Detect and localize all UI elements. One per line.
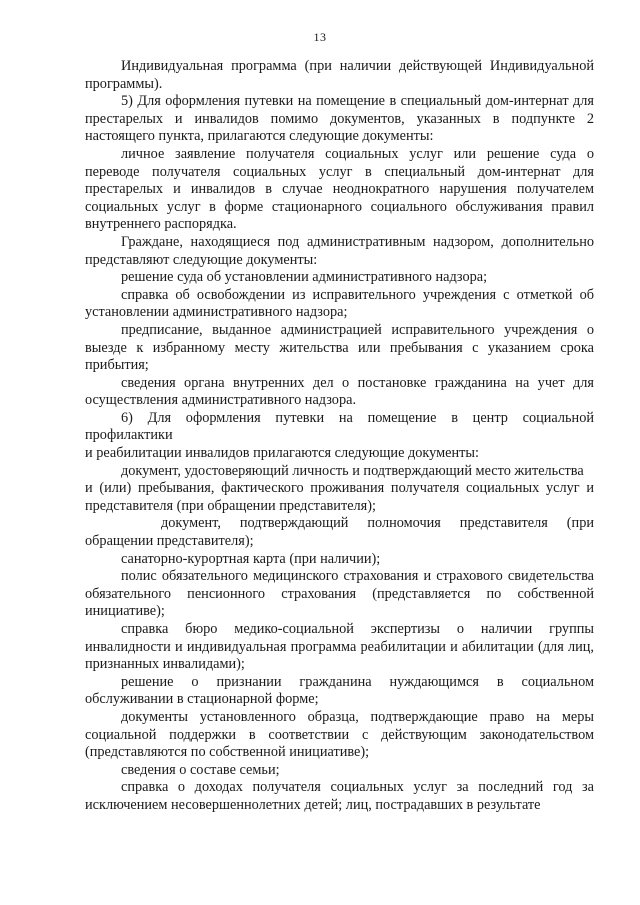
paragraph: решение о признании гражданина нуждающимся в социальном обслуживании в стационарной форме; [85, 673, 594, 708]
paragraph: Индивидуальная программа (при наличии действующей Индивидуальной программы). [85, 58, 594, 92]
page-number: 13 [313, 30, 327, 44]
paragraph: и реабилитации инвалидов прилагаются следующие документы: [85, 445, 479, 462]
paragraph: 5) Для оформления путевки на помещение в специальный дом-интернат для престарелых и инвалидов помимо документов, указанных в подпункте 2 настоящего пункта, прилагаются следующие документы: [85, 93, 594, 145]
paragraph: решение суда об установлении административного надзора; [121, 269, 488, 286]
paragraph: справка бюро медико-социальной экспертизы о наличии группы инвалидности и индивидуальная программа реабилитации и абилитации (для лиц, признанных инвалидами); [85, 621, 594, 673]
paragraph: документы установленного образца, подтверждающие право на меры социальной поддержки в соответствии с действующим законодательством (представляются по собственной инициативе); [85, 708, 594, 761]
paragraph: санаторно-курортная карта (при наличии); [121, 550, 381, 567]
paragraph: документ, удостоверяющий личность и подтверждающий место жительства [121, 462, 584, 479]
paragraph: справка об освобождении из исправительного учреждения с отметкой об установлении административного надзора; [85, 286, 594, 321]
paragraph: сведения о составе семьи; [121, 761, 280, 778]
paragraph: и (или) пребывания, фактического проживания получателя социальных услуг и представителя (при обращении представителя); [85, 480, 594, 514]
paragraph: предписание, выданное администрацией исправительного учреждения о выезде к избранному месту жительства или пребывания с указанием срока прибытия; [85, 321, 594, 374]
document-body [85, 58, 594, 815]
paragraph: полис обязательного медицинского страхования и страхового свидетельства обязательного пенсионного страхования (представляется по собственной инициативе); [85, 568, 594, 620]
paragraph: 6) Для оформления путевки на помещение в центр социальной профилактики [85, 409, 594, 444]
paragraph: документ, подтверждающий полномочия представителя (при обращении представителя); [85, 515, 594, 550]
paragraph: сведения органа внутренних дел о постановке гражданина на учет для осуществления административного надзора. [85, 374, 594, 409]
paragraph: справка о доходах получателя социальных услуг за последний год за исключением несовершеннолетних детей; лиц, пострадавших в результате [85, 779, 594, 813]
paragraph: личное заявление получателя социальных услуг или решение суда о переводе получателя социальных услуг в специальный дом-интернат для престарелых и инвалидов в случае неоднократного нарушения получателем социальных услуг в форме стационарного социального обслуживания правил внутреннего распорядка. [85, 145, 594, 233]
paragraph: Граждане, находящиеся под административным надзором, дополнительно представляют следующие документы: [85, 233, 594, 268]
